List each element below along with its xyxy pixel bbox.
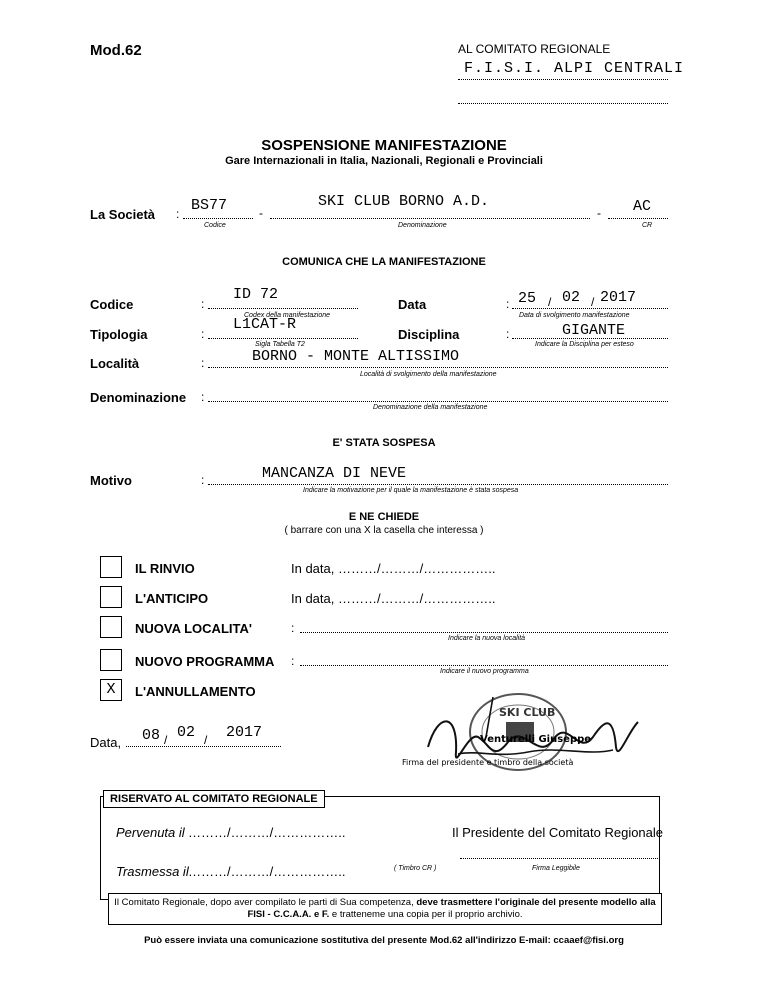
localita-caption: Località di svolgimento della manifestazione <box>360 371 497 378</box>
codice-value[interactable]: ID 72 <box>233 286 279 303</box>
firma-leggibile-caption: Firma Leggibile <box>532 865 580 872</box>
firma-data-label: Data, <box>90 735 122 750</box>
signer-name: Venturelli Giuseppe <box>480 734 592 745</box>
disciplina-value[interactable]: GIGANTE <box>562 322 626 339</box>
riservato-box <box>100 796 660 900</box>
annullamento-checkbox[interactable] <box>100 679 122 701</box>
footer-note: Può essere inviata una comunicazione sostitutiva del presente Mod.62 all'indirizzo E-mail: ccaaef@fisi.org <box>144 935 624 946</box>
data-day[interactable]: 25 <box>518 290 537 307</box>
tipologia-label: Tipologia <box>90 327 148 342</box>
pervenuta-label: Pervenuta il <box>116 825 185 840</box>
note-text-bold: deve trasmettere l'originale del presente modello alla FISI - C.C.A.A. e F. <box>247 897 656 920</box>
riservato-heading: RISERVATO AL COMITATO REGIONALE <box>103 790 325 808</box>
sospesa-heading: E' STATA SOSPESA <box>332 437 436 449</box>
nuovo-programma-checkbox[interactable] <box>100 649 122 671</box>
data-label: Data <box>398 297 427 312</box>
committee-name[interactable]: F.I.S.I. ALPI CENTRALI <box>464 60 685 77</box>
anticipo-checkbox[interactable] <box>100 586 122 608</box>
trasmessa-label: Trasmessa il <box>116 864 189 879</box>
rinvio-label: IL RINVIO <box>135 561 195 576</box>
codice-caption: Codice <box>204 222 226 229</box>
annullamento-label: L'ANNULLAMENTO <box>135 684 256 699</box>
cr-caption: CR <box>642 222 653 229</box>
denominazione-label: Denominazione <box>90 390 187 405</box>
motivo-caption: Indicare la motivazione per il quale la manifestazione è stata sospesa <box>303 487 519 494</box>
codice-label: Codice <box>90 297 134 312</box>
firma-year[interactable]: 2017 <box>226 724 263 741</box>
riservato-note <box>108 893 662 925</box>
note-text-2: e tratteneme una copia per il proprio archivio. <box>329 909 523 920</box>
rinvio-date[interactable]: In data, ………/………/…………….. <box>291 561 496 576</box>
localita-label: Località <box>90 356 140 371</box>
tipologia-caption: Sigla Tabella T2 <box>255 341 305 348</box>
data-caption: Data di svolgimento manifestazione <box>519 312 630 319</box>
anticipo-label: L'ANTICIPO <box>135 591 209 606</box>
document-title: SOSPENSIONE MANIFESTAZIONE <box>261 137 507 154</box>
firma-month[interactable]: 02 <box>177 724 196 741</box>
anticipo-date[interactable]: In data, ………/………/…………….. <box>291 591 496 606</box>
nuova-localita-checkbox[interactable] <box>100 616 122 638</box>
nuovo-programma-label: NUOVO PROGRAMMA <box>135 654 275 669</box>
firma-caption: Firma del presidente e timbro della società <box>402 758 574 767</box>
motivo-value[interactable]: MANCANZA DI NEVE <box>262 465 407 482</box>
codice-caption-2: Codex della manifestazione <box>244 312 330 319</box>
chiede-heading: E NE CHIEDE <box>348 511 420 523</box>
societa-label: La Società <box>90 207 156 222</box>
document-subtitle: Gare Internazionali in Italia, Nazionali, Regionali e Provinciali <box>225 155 543 167</box>
stamp-signature-image <box>398 692 660 792</box>
nuovo-programma-caption: Indicare il nuovo programma <box>440 668 529 675</box>
disciplina-label: Disciplina <box>398 327 460 342</box>
rinvio-checkbox[interactable] <box>100 556 122 578</box>
stamp-text: SKI CLUB <box>499 706 556 719</box>
data-month[interactable]: 02 <box>562 289 581 306</box>
denominazione-caption: Denominazione <box>398 222 447 229</box>
note-text-1: Il Comitato Regionale, dopo aver compilato le parti di Sua competenza, <box>114 897 417 908</box>
disciplina-caption: Indicare la Disciplina per esteso <box>535 341 634 348</box>
chiede-note: ( barrare con una X la casella che interessa ) <box>284 525 484 536</box>
pervenuta-value[interactable]: ………/………/…………….. <box>188 825 346 840</box>
nuova-localita-label: NUOVA LOCALITA' <box>135 621 252 636</box>
presidente-label: Il Presidente del Comitato Regionale <box>452 825 664 840</box>
recipient-label: AL COMITATO REGIONALE <box>458 42 611 56</box>
firma-day[interactable]: 08 <box>142 727 161 744</box>
model-number: Mod.62 <box>90 42 142 59</box>
societa-codice[interactable]: BS77 <box>191 197 228 214</box>
denominazione-caption-2: Denominazione della manifestazione <box>373 404 488 411</box>
annullamento-mark: X <box>106 681 116 698</box>
motivo-label: Motivo <box>90 473 132 488</box>
nuova-localita-caption: Indicare la nuova località <box>448 635 526 642</box>
localita-value[interactable]: BORNO - MONTE ALTISSIMO <box>252 348 460 365</box>
tipologia-value[interactable]: L1CAT-R <box>233 316 297 333</box>
data-year[interactable]: 2017 <box>600 289 637 306</box>
comunica-heading: COMUNICA CHE LA MANIFESTAZIONE <box>282 256 486 268</box>
trasmessa-value[interactable]: ………/………/…………….. <box>188 864 346 879</box>
societa-cr[interactable]: AC <box>633 198 652 215</box>
societa-denominazione[interactable]: SKI CLUB BORNO A.D. <box>318 193 490 210</box>
timbro-caption: ( Timbro CR ) <box>394 865 437 872</box>
